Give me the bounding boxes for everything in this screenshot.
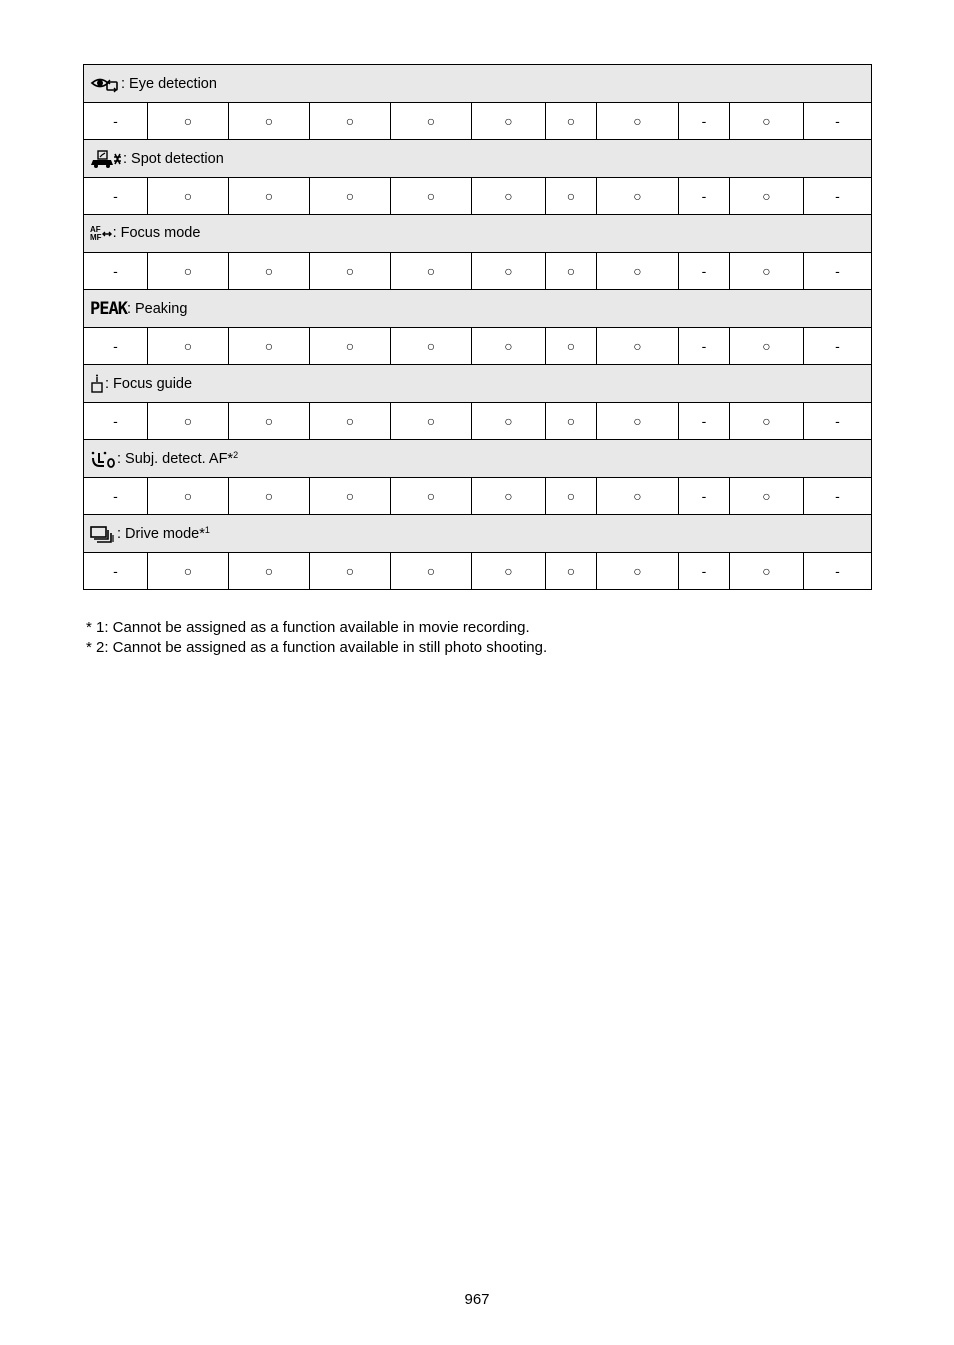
availability-cell: - (84, 253, 148, 290)
subject-detect-icon (90, 449, 116, 469)
availability-row (84, 253, 872, 290)
function-name-cell (84, 215, 872, 253)
availability-cell: ○ (229, 328, 310, 365)
availability-row (84, 103, 872, 140)
availability-cell: ○ (546, 328, 597, 365)
availability-cell: ○ (391, 403, 472, 440)
availability-cell: - (84, 478, 148, 515)
function-label: : Eye detection (121, 75, 217, 92)
function-label: : Peaking (126, 300, 188, 317)
availability-cell: ○ (730, 103, 804, 140)
footnote-2: * 2: Cannot be assigned as a function available in still photo shooting. (86, 639, 548, 656)
availability-cell: ○ (148, 253, 229, 290)
availability-cell: ○ (472, 103, 546, 140)
function-label: : Focus mode (112, 225, 201, 242)
function-label: : Focus guide (105, 375, 193, 392)
availability-cell: ○ (310, 253, 391, 290)
availability-cell: ○ (391, 103, 472, 140)
footnote-ref: 1 (204, 524, 210, 535)
availability-cell: - (84, 328, 148, 365)
availability-cell: ○ (229, 253, 310, 290)
availability-cell: - (804, 478, 872, 515)
function-name-cell (84, 290, 872, 328)
availability-cell: ○ (597, 403, 679, 440)
availability-cell: ○ (597, 553, 679, 590)
availability-cell: ○ (472, 328, 546, 365)
function-row-header (84, 215, 872, 253)
drive-mode-icon (90, 525, 116, 543)
availability-cell: ○ (730, 253, 804, 290)
availability-cell: ○ (546, 178, 597, 215)
availability-cell: ○ (546, 103, 597, 140)
availability-cell: ○ (229, 403, 310, 440)
function-label: : Spot detection (123, 150, 224, 167)
peak-icon: PEAK (90, 298, 127, 319)
availability-cell: - (804, 328, 872, 365)
availability-cell: ○ (310, 178, 391, 215)
function-row-header (84, 65, 872, 103)
function-row-header (84, 515, 872, 553)
footnote-ref: 2 (233, 449, 239, 460)
function-name-cell (84, 365, 872, 403)
eye-detection-icon (90, 75, 120, 93)
af-mf-icon (90, 225, 112, 241)
availability-cell: ○ (597, 478, 679, 515)
function-name-cell (84, 65, 872, 103)
availability-cell: ○ (148, 103, 229, 140)
availability-cell: ○ (391, 328, 472, 365)
function-name-cell (84, 440, 872, 478)
availability-row (84, 478, 872, 515)
availability-cell: ○ (730, 403, 804, 440)
availability-cell: - (804, 103, 872, 140)
availability-cell: ○ (472, 178, 546, 215)
availability-cell: ○ (391, 553, 472, 590)
page-number: 967 (464, 1291, 490, 1308)
availability-cell: ○ (148, 403, 229, 440)
availability-cell: ○ (148, 178, 229, 215)
availability-cell: ○ (472, 553, 546, 590)
availability-cell: - (84, 553, 148, 590)
focus-guide-icon (90, 374, 104, 394)
availability-cell: - (679, 178, 730, 215)
availability-row (84, 328, 872, 365)
availability-cell: ○ (546, 403, 597, 440)
availability-cell: ○ (229, 478, 310, 515)
availability-cell: ○ (229, 553, 310, 590)
availability-cell: ○ (730, 478, 804, 515)
availability-cell: - (84, 178, 148, 215)
availability-cell: ○ (310, 553, 391, 590)
function-availability-table (83, 64, 872, 590)
availability-cell: ○ (730, 328, 804, 365)
availability-cell: ○ (148, 553, 229, 590)
availability-cell: ○ (472, 478, 546, 515)
availability-cell: ○ (730, 553, 804, 590)
availability-cell: ○ (310, 403, 391, 440)
availability-cell: ○ (310, 103, 391, 140)
function-row-header (84, 365, 872, 403)
availability-cell: ○ (546, 553, 597, 590)
availability-cell: ○ (597, 178, 679, 215)
availability-cell: ○ (310, 328, 391, 365)
availability-cell: ○ (546, 478, 597, 515)
mf-icon-text: MF (90, 232, 102, 242)
availability-cell: ○ (472, 403, 546, 440)
availability-cell: ○ (597, 253, 679, 290)
footnote-1: * 1: Cannot be assigned as a function available in movie recording. (86, 619, 530, 636)
function-row-header (84, 140, 872, 178)
availability-row (84, 553, 872, 590)
availability-cell: ○ (391, 253, 472, 290)
availability-cell: ○ (597, 328, 679, 365)
af-icon-text: AF (90, 224, 101, 234)
availability-row (84, 178, 872, 215)
availability-cell: ○ (546, 253, 597, 290)
availability-cell: ○ (229, 178, 310, 215)
availability-cell: - (804, 253, 872, 290)
availability-cell: ○ (148, 328, 229, 365)
availability-cell: - (679, 553, 730, 590)
availability-cell: - (84, 403, 148, 440)
availability-cell: ○ (148, 478, 229, 515)
availability-cell: - (679, 328, 730, 365)
function-label: : Drive mode* (117, 525, 205, 542)
function-row-header (84, 290, 872, 328)
availability-cell: - (804, 403, 872, 440)
availability-row (84, 403, 872, 440)
function-row-header (84, 440, 872, 478)
availability-cell: - (804, 178, 872, 215)
availability-cell: - (679, 253, 730, 290)
function-name-cell (84, 515, 872, 553)
function-label: : Subj. detect. AF* (117, 450, 234, 467)
availability-cell: - (804, 553, 872, 590)
spot-detection-icon (90, 150, 122, 168)
function-name-cell (84, 140, 872, 178)
availability-cell: ○ (229, 103, 310, 140)
availability-cell: ○ (597, 103, 679, 140)
availability-cell: - (84, 103, 148, 140)
availability-cell: - (679, 478, 730, 515)
availability-cell: ○ (391, 478, 472, 515)
footnotes (86, 618, 547, 658)
availability-cell: ○ (391, 178, 472, 215)
availability-cell: - (679, 103, 730, 140)
availability-cell: ○ (310, 478, 391, 515)
availability-cell: - (679, 403, 730, 440)
availability-cell: ○ (472, 253, 546, 290)
availability-cell: ○ (730, 178, 804, 215)
